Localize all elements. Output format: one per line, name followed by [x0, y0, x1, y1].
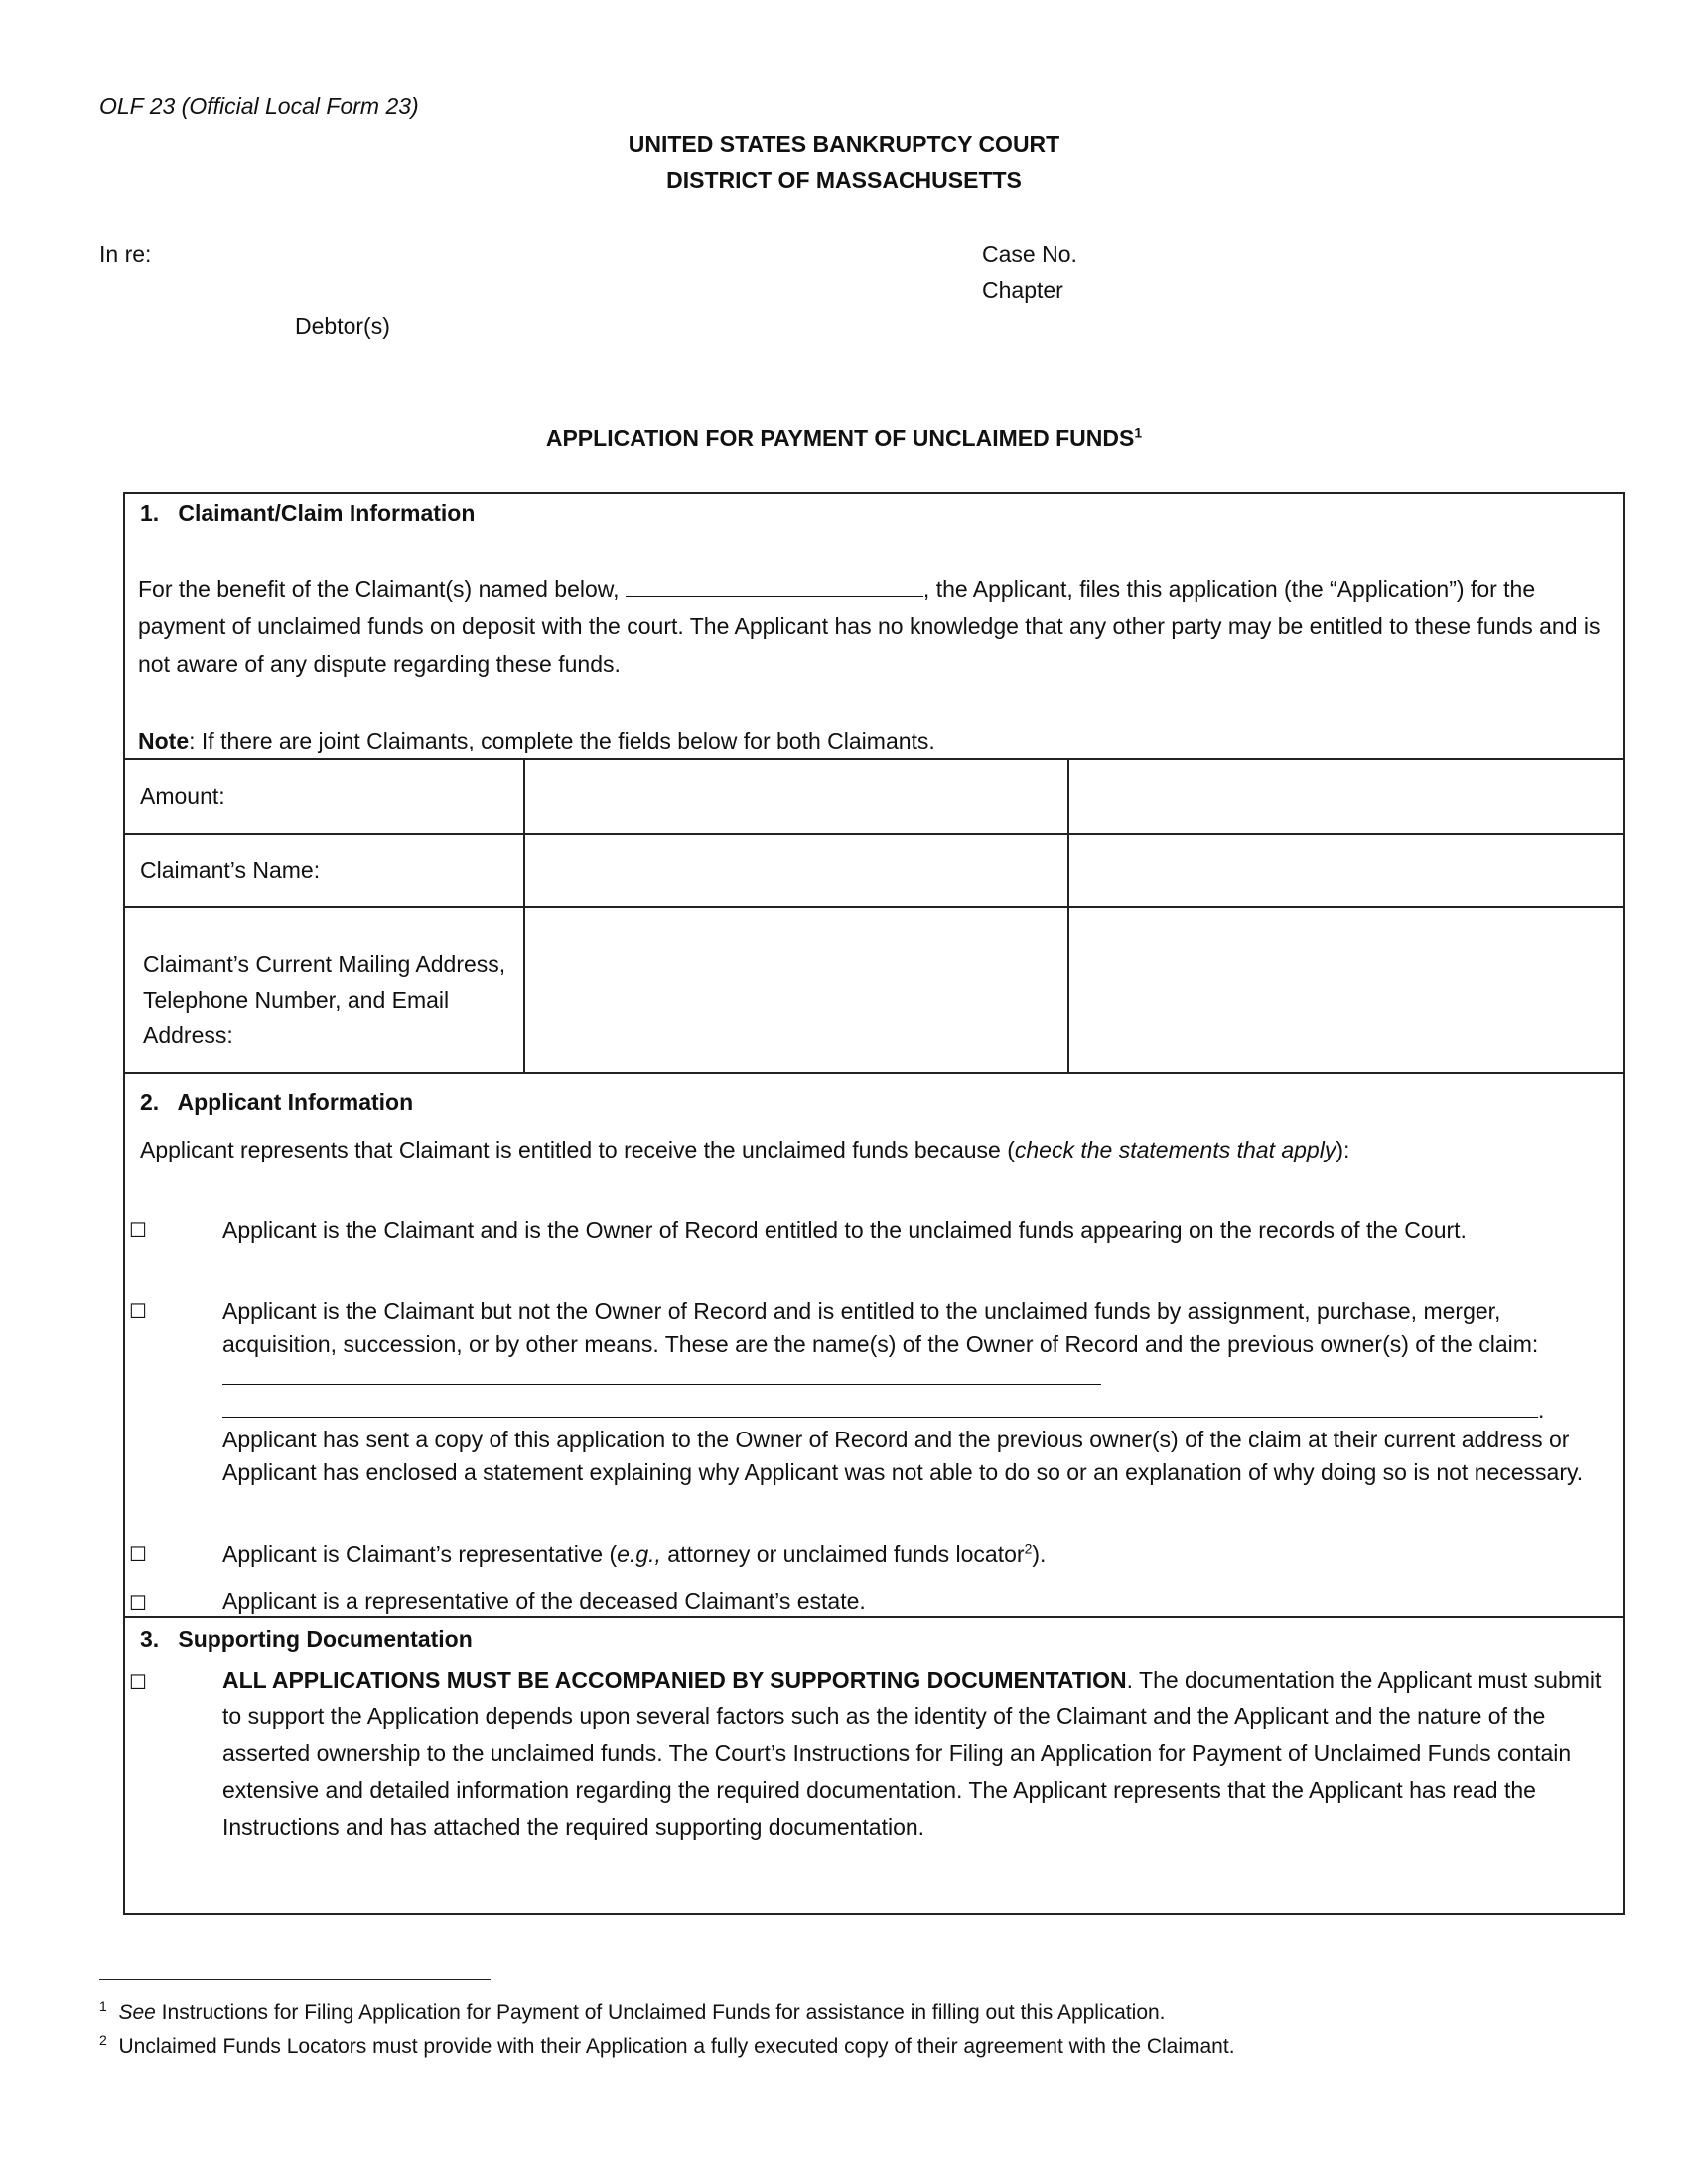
amount-field-claimant1[interactable] — [526, 761, 1065, 832]
court-name: UNITED STATES BANKRUPTCY COURT — [628, 131, 1060, 157]
option-not-owner-of-record: Applicant is the Claimant but not the Owner of Record and is entitled to the unclaimed funds by assignment, purchase, merger, acquisition, succession, or by other means. These are the name(s) of the Owner of Record and the previous owner(s) of the claim: . — [222, 1298, 1545, 1423]
claimant-address-field-2[interactable] — [1070, 909, 1621, 1071]
divider — [123, 833, 1624, 835]
case-no-label: Case No. — [982, 241, 1077, 267]
option-owner-of-record: Applicant is the Claimant and is the Owner of Record entitled to the unclaimed funds appearing on the records of the Court. — [222, 1217, 1467, 1243]
checkbox-representative[interactable]: ☐ — [129, 1544, 147, 1566]
debtors-label: Debtor(s) — [295, 313, 390, 339]
divider — [123, 1072, 1624, 1074]
section3-text: ALL APPLICATIONS MUST BE ACCOMPANIED BY SUPPORTING DOCUMENTATION. The documentation the Applicant must submit to support the Application depends upon several factors such as the identity of the Claimant and the Applicant and the nature of the asserted ownership to the unclaimed funds. The Court’s Instructions for Filing an Application for Payment of Unclaimed Funds contain extensive and detailed information regarding the required documentation. The Applicant represents that the Applicant has read the Instructions and has attached the required supporting documentation. — [222, 1667, 1602, 1840]
previous-owners-blank-2[interactable] — [222, 1395, 1538, 1418]
claimant-address-field-1[interactable] — [526, 909, 1065, 1071]
amount-label: Amount: — [140, 783, 225, 809]
district-name: DISTRICT OF MASSACHUSETTS — [666, 167, 1022, 193]
section3-heading: 3. Supporting Documentation — [140, 1626, 473, 1652]
amount-field-claimant2[interactable] — [1070, 761, 1621, 832]
claimant-name-field-1[interactable] — [526, 836, 1065, 905]
chapter-label: Chapter — [982, 277, 1063, 303]
option-estate-representative: Applicant is a representative of the deceased Claimant’s estate. — [222, 1588, 866, 1614]
footnote-1: $^1$ See Instructions for Filing Application for Payment of Unclaimed Funds for assistance in filling out this Application. — [99, 1998, 1166, 2024]
applicant-name-blank[interactable] — [626, 574, 923, 597]
checkbox-owner-of-record[interactable]: ☐ — [129, 1220, 147, 1242]
option-not-owner-notice: Applicant has sent a copy of this application to the Owner of Record and the previous owner(s) of the claim at their current address or Applicant has enclosed a statement explaining why Applicant was not able to do so or an explanation of why doing so is not necessary. — [222, 1427, 1584, 1485]
form-id: OLF 23 (Official Local Form 23) — [99, 93, 419, 119]
claimant-name-label: Claimant’s Name: — [140, 857, 321, 883]
footnote-rule — [99, 1979, 491, 1980]
checkbox-estate-representative[interactable]: ☐ — [129, 1593, 147, 1615]
divider — [523, 758, 525, 1073]
divider — [1067, 758, 1069, 1073]
claimant-address-label: Claimant’s Current Mailing Address, Telephone Number, and Email Address: — [143, 951, 506, 1048]
page-title: APPLICATION FOR PAYMENT OF UNCLAIMED FUNDS$^1$ — [545, 424, 1143, 451]
checkbox-supporting-documentation[interactable]: ☐ — [129, 1672, 147, 1694]
option-representative: Applicant is Claimant’s representative (e.g., attorney or unclaimed funds locator$^2$). — [222, 1540, 1047, 1567]
divider — [123, 906, 1624, 908]
section2-intro: Applicant represents that Claimant is entitled to receive the unclaimed funds because (check the statements that apply): — [140, 1137, 1350, 1162]
section2-heading: 2. Applicant Information — [140, 1089, 414, 1115]
divider — [123, 1616, 1624, 1618]
claimant-name-field-2[interactable] — [1070, 836, 1621, 905]
previous-owners-blank-1[interactable] — [222, 1362, 1101, 1385]
in-re-label: In re: — [99, 241, 152, 267]
section1-heading: 1. Claimant/Claim Information — [140, 500, 476, 526]
footnote-2: $^2$ Unclaimed Funds Locators must provide with their Application a fully executed copy of their agreement with the Claimant. — [99, 2032, 1235, 2058]
divider — [123, 758, 1624, 760]
checkbox-not-owner-of-record[interactable]: ☐ — [129, 1301, 147, 1323]
section1-paragraph: For the benefit of the Claimant(s) named below, , the Applicant, files this application (the “Application”) for the payment of unclaimed funds on deposit with the court. The Applicant has no knowledge that any other party may be entitled to these funds and is not aware of any dispute regarding these funds. — [138, 576, 1601, 677]
section1-note: Note: If there are joint Claimants, complete the fields below for both Claimants. — [138, 728, 935, 753]
